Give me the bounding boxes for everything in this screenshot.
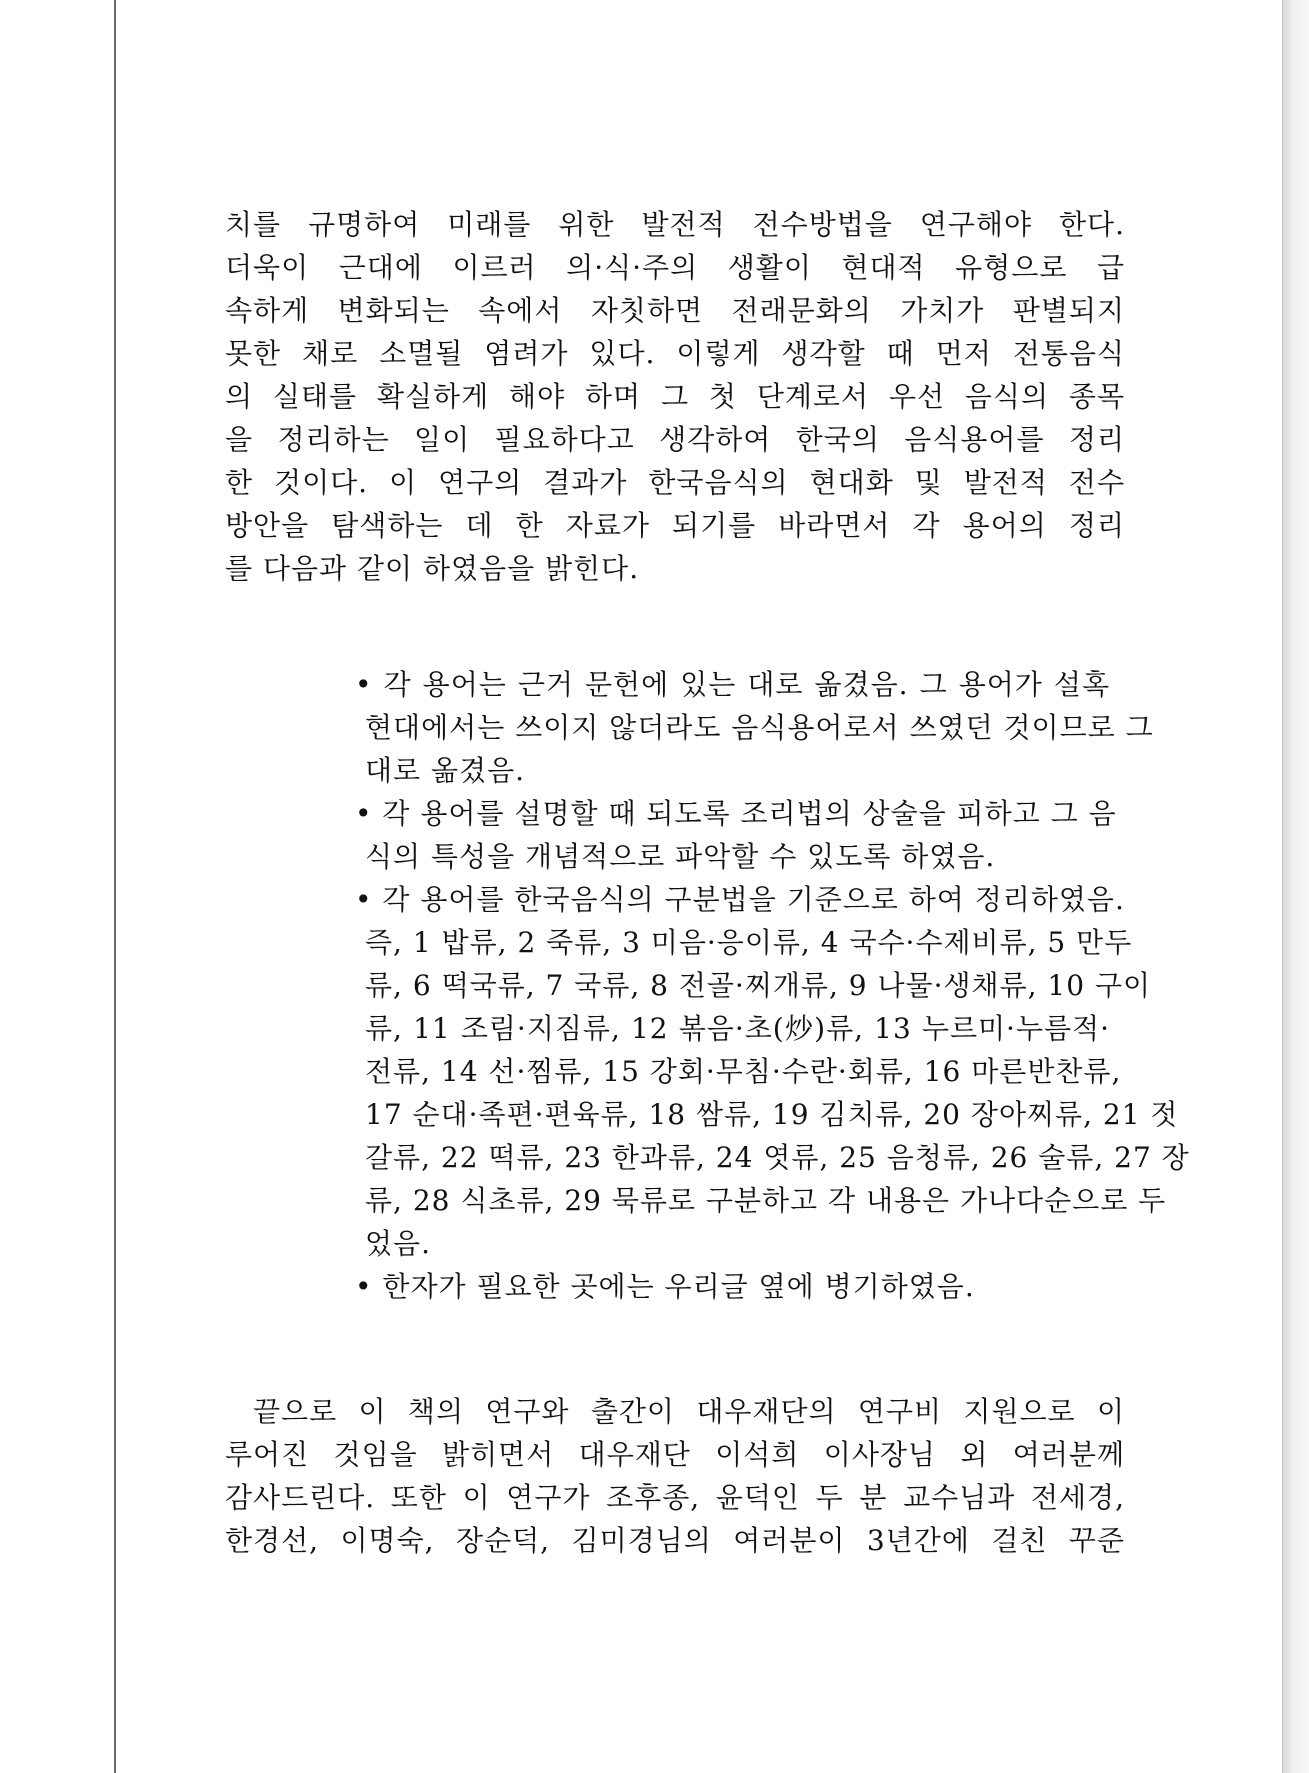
text-line: 못한 채로 소멸될 염려가 있다. 이렇게 생각할 때 먼저 전통음식 [225, 337, 1125, 370]
text-line: 었음. [365, 1227, 431, 1260]
text-line: 속하게 변화되는 속에서 자칫하면 전래문화의 가치가 판별되지 [225, 294, 1125, 327]
text-line: 대로 옮겼음. [365, 754, 526, 787]
text-line: 끝으로 이 책의 연구와 출간이 대우재단의 연구비 지원으로 이 [253, 1395, 1125, 1428]
text-line: 를 다음과 같이 하였음을 밝힌다. [225, 552, 640, 585]
paragraph-intro [225, 203, 1125, 590]
text-line: 식의 특성을 개념적으로 파악할 수 있도록 하였음. [365, 840, 996, 873]
text-line: 의 실태를 확실하게 해야 하며 그 첫 단계로서 우선 음식의 종목 [225, 380, 1125, 413]
text-line: 17 순대·족편·편육류, 18 쌈류, 19 김치류, 20 장아찌류, 21 젓 [365, 1098, 1179, 1131]
bulleted-notes [355, 663, 1190, 1308]
text-line: 을 정리하는 일이 필요하다고 생각하여 한국의 음식용어를 정리 [225, 423, 1125, 456]
text-line: 갈류, 22 떡류, 23 한과류, 24 엿류, 25 음청류, 26 술류, 27 장 [365, 1141, 1190, 1174]
text-line: 더욱이 근대에 이르러 의·식·주의 생활이 현대적 유형으로 급 [225, 251, 1125, 284]
page-right-edge-shadow [1282, 0, 1309, 1773]
text-line: 류, 6 떡국류, 7 국류, 8 전골·찌개류, 9 나물·생채류, 10 구이 [365, 969, 1152, 1002]
paragraph-acknowledgement [225, 1390, 1125, 1562]
text-line: 전류, 14 선·찜류, 15 강회·무침·수란·회류, 16 마른반찬류, [365, 1055, 1122, 1088]
text-line: 한 것이다. 이 연구의 결과가 한국음식의 현대화 및 발전적 전수 [225, 466, 1125, 499]
bullet-item-line: • 각 용어를 한국음식의 구분법을 기준으로 하여 정리하였음. [355, 883, 1125, 916]
text-line: 현대에서는 쓰이지 않더라도 음식용어로서 쓰였던 것이므로 그 [365, 711, 1154, 744]
bullet-item-line: • 각 용어는 근거 문헌에 있는 대로 옮겼음. 그 용어가 설혹 [355, 668, 1110, 701]
text-line: 방안을 탐색하는 데 한 자료가 되기를 바라면서 각 용어의 정리 [225, 509, 1125, 542]
text-line: 치를 규명하여 미래를 위한 발전적 전수방법을 연구해야 한다. [225, 208, 1125, 241]
bullet-item-line: • 각 용어를 설명할 때 되도록 조리법의 상술을 피하고 그 음 [355, 797, 1117, 830]
text-line: 루어진 것임을 밝히면서 대우재단 이석희 이사장님 외 여러분께 [225, 1438, 1125, 1471]
text-line: 류, 11 조림·지짐류, 12 볶음·초(炒)류, 13 누르미·누름적· [365, 1012, 1110, 1045]
bullet-item-line: • 한자가 필요한 곳에는 우리글 옆에 병기하였음. [355, 1270, 975, 1303]
text-line: 한경선, 이명숙, 장순덕, 김미경님의 여러분이 3년간에 걸친 꾸준 [225, 1524, 1125, 1557]
text-line: 류, 28 식초류, 29 묵류로 구분하고 각 내용은 가나다순으로 두 [365, 1184, 1167, 1217]
text-line: 즉, 1 밥류, 2 죽류, 3 미음·응이류, 4 국수·수제비류, 5 만두 [365, 926, 1133, 959]
text-line: 감사드린다. 또한 이 연구가 조후종, 윤덕인 두 분 교수님과 전세경, [225, 1481, 1125, 1514]
